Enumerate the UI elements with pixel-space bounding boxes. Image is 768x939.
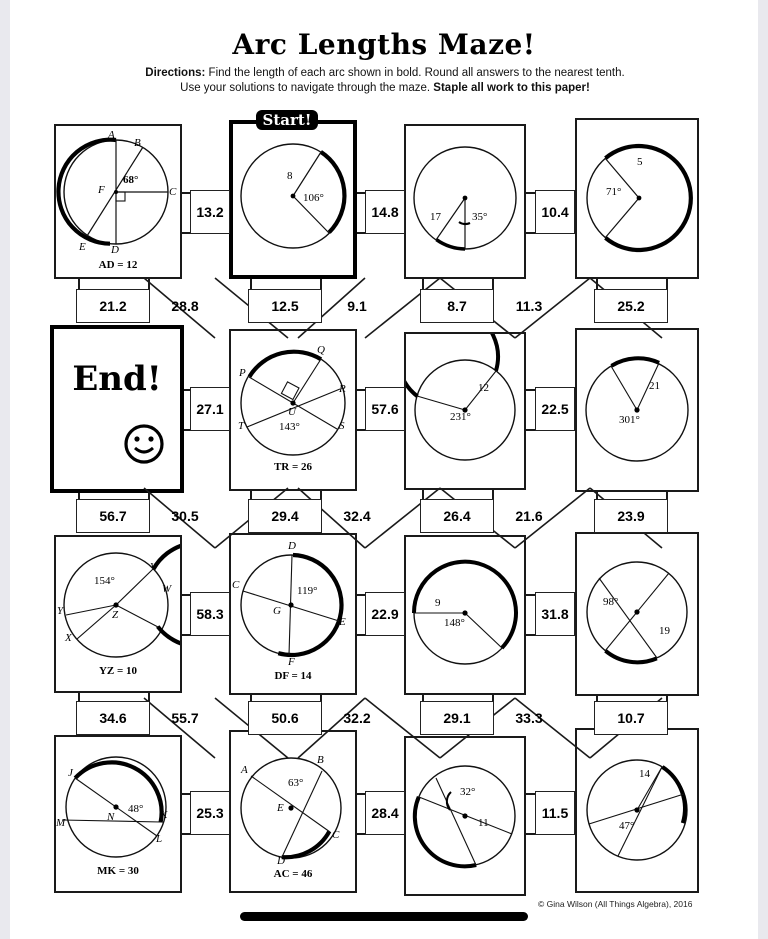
answer-r1v-3[interactable]: 12.5 xyxy=(248,289,322,323)
point-label-w: W xyxy=(162,583,172,595)
start-banner xyxy=(256,110,318,130)
point-label-c: C xyxy=(232,579,240,591)
answer-r3-h3[interactable]: 31.8 xyxy=(535,592,575,636)
angle-value: 68° xyxy=(123,174,139,186)
point-label-l: L xyxy=(156,833,163,845)
point-label-d: D xyxy=(277,855,285,867)
answer-r1v-5[interactable]: 8.7 xyxy=(420,289,494,323)
point-label-d: D xyxy=(288,540,296,552)
point-label-c: C xyxy=(169,186,177,198)
answer-r4-h3[interactable]: 11.5 xyxy=(535,791,575,835)
radius-value: 9 xyxy=(435,597,441,609)
angle-value: 231° xyxy=(450,411,471,423)
page-title: Arc Lengths Maze! xyxy=(232,28,536,61)
angle-value: 106° xyxy=(303,192,324,204)
radius-value: 19 xyxy=(659,625,670,637)
answer-r1v-7[interactable]: 25.2 xyxy=(594,289,668,323)
point-label-s: S xyxy=(339,420,345,432)
answer-r2v-1[interactable]: 56.7 xyxy=(76,499,150,533)
page-right-margin xyxy=(758,0,768,939)
answer-r2-h1[interactable]: 27.1 xyxy=(190,387,230,431)
answer-r2v-7[interactable]: 23.9 xyxy=(594,499,668,533)
point-label-a: A xyxy=(108,129,115,141)
copyright-notice: © Gina Wilson (All Things Algebra), 2016 xyxy=(538,899,693,909)
point-label-j: J xyxy=(68,767,73,779)
point-label-x: X xyxy=(65,632,72,644)
answer-r3v-2[interactable]: 55.7 xyxy=(171,710,199,726)
point-label-g: G xyxy=(273,605,281,617)
given-value: YZ = 10 xyxy=(98,665,138,677)
answer-r2v-5[interactable]: 26.4 xyxy=(420,499,494,533)
point-label-q: Q xyxy=(317,344,325,356)
answer-r3v-1[interactable]: 34.6 xyxy=(76,701,150,735)
point-label-b: B xyxy=(317,754,324,766)
point-label-c: C xyxy=(332,829,340,841)
radius-value: 12 xyxy=(478,382,489,394)
answer-r3v-7[interactable]: 10.7 xyxy=(594,701,668,735)
given-value: TR = 26 xyxy=(273,461,313,473)
angle-value: 148° xyxy=(444,617,465,629)
angle-value: 119° xyxy=(297,585,318,597)
answer-r1v-4[interactable]: 9.1 xyxy=(347,298,367,314)
angle-value: 47° xyxy=(619,820,635,832)
answer-r2v-4[interactable]: 32.4 xyxy=(343,508,371,524)
point-label-f: F xyxy=(98,184,105,196)
angle-value: 48° xyxy=(128,803,144,815)
point-label-n: N xyxy=(107,811,115,823)
given-value: MK = 30 xyxy=(97,865,139,877)
point-label-z: Z xyxy=(112,609,119,621)
radius-value: 11 xyxy=(478,817,489,829)
answer-r1-h2[interactable]: 14.8 xyxy=(365,190,405,234)
point-label-v: V xyxy=(150,561,157,573)
angle-value: 35° xyxy=(472,211,488,223)
page-left-margin xyxy=(0,0,10,939)
point-label-a: A xyxy=(241,764,248,776)
radius-value: 21 xyxy=(649,380,660,392)
directions-line-2a: Use your solutions to navigate through the maze. xyxy=(180,82,431,94)
radius-value: 8 xyxy=(287,170,293,182)
answer-r3v-5[interactable]: 29.1 xyxy=(420,701,494,735)
answer-r3-h2[interactable]: 22.9 xyxy=(365,592,405,636)
answer-r1-h3[interactable]: 10.4 xyxy=(535,190,575,234)
angle-value: 32° xyxy=(460,786,476,798)
point-label-f: F xyxy=(288,656,295,668)
answer-r1-h1[interactable]: 13.2 xyxy=(190,190,230,234)
directions-line-2b: Staple all work to this paper! xyxy=(433,82,590,94)
answer-r3v-6[interactable]: 33.3 xyxy=(515,710,543,726)
given-value: AD = 12 xyxy=(98,259,138,271)
radius-value: 17 xyxy=(430,211,441,223)
angle-value: 71° xyxy=(606,186,622,198)
answer-r4-h2[interactable]: 28.4 xyxy=(365,791,405,835)
point-label-r: R xyxy=(339,383,346,395)
answer-r2-h2[interactable]: 57.6 xyxy=(365,387,405,431)
angle-value: 301° xyxy=(619,414,640,426)
answer-r3-h1[interactable]: 58.3 xyxy=(190,592,230,636)
home-indicator-bar xyxy=(240,912,528,921)
worksheet-page xyxy=(10,0,758,939)
radius-value: 5 xyxy=(637,156,643,168)
directions xyxy=(70,66,700,96)
point-label-k: K xyxy=(160,809,168,821)
angle-value: 154° xyxy=(94,575,115,587)
radius-value: 14 xyxy=(639,768,650,780)
point-label-b: B xyxy=(134,137,141,149)
answer-r1v-2[interactable]: 28.8 xyxy=(171,298,199,314)
answer-r2-h3[interactable]: 22.5 xyxy=(535,387,575,431)
answer-r2v-3[interactable]: 29.4 xyxy=(248,499,322,533)
given-value: DF = 14 xyxy=(274,670,312,682)
answer-r4-h1[interactable]: 25.3 xyxy=(190,791,230,835)
maze-grid xyxy=(10,110,758,910)
point-label-u: U xyxy=(288,406,296,418)
point-label-e: E xyxy=(79,241,86,253)
point-label-m: M xyxy=(56,817,66,829)
angle-value: 143° xyxy=(279,421,300,433)
answer-r2v-6[interactable]: 21.6 xyxy=(515,508,543,524)
answer-r3v-3[interactable]: 50.6 xyxy=(248,701,322,735)
point-label-e: E xyxy=(339,616,346,628)
directions-line-1: Find the length of each arc shown in bold. Round all answers to the nearest tenth. xyxy=(208,67,625,79)
directions-label: Directions: xyxy=(145,67,206,79)
start-label: Start! xyxy=(262,111,312,129)
point-label-y: Y xyxy=(57,605,64,617)
point-label-p: P xyxy=(239,367,246,379)
answer-r2v-2[interactable]: 30.5 xyxy=(171,508,199,524)
answer-r1v-1[interactable]: 21.2 xyxy=(76,289,150,323)
answer-r3v-4[interactable]: 32.2 xyxy=(343,710,371,726)
angle-value: 63° xyxy=(288,777,304,789)
point-label-d: D xyxy=(111,244,119,256)
angle-value: 98° xyxy=(603,596,619,608)
point-label-e: E xyxy=(277,802,284,814)
point-label-t: T xyxy=(238,420,245,432)
end-label: End! xyxy=(72,359,162,399)
given-value: AC = 46 xyxy=(273,868,313,880)
answer-r1v-6[interactable]: 11.3 xyxy=(515,298,543,314)
